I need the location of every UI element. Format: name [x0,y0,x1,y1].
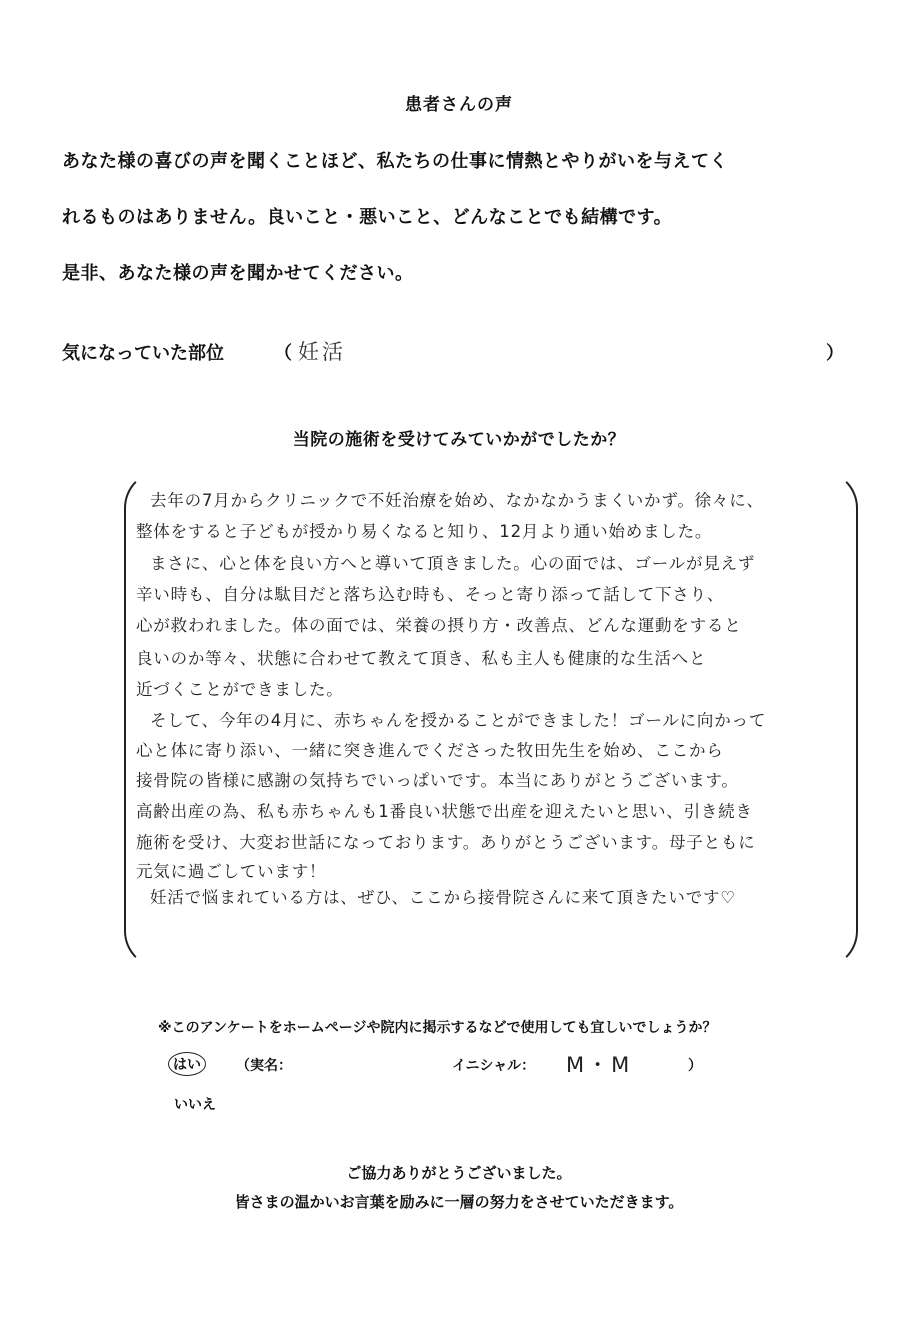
yes-option-circled[interactable]: はい [168,1052,206,1076]
answer-line: 良いのか等々、状態に合わせて教えて頂き、私も主人も健康的な生活へと [136,649,707,668]
intro-line-1: あなた様の喜びの声を聞くことほど、私たちの仕事に情熱とやりがいを与えてく [62,151,728,172]
question-heading: 当院の施術を受けてみていかがでしたか？ [292,430,626,450]
answer-line: 高齢出産の為、私も赤ちゃんも1番良い状態で出産を迎えたいと思い、引き続き [136,802,753,821]
answer-line: そして、今年の4月に、赤ちゃんを授かることができました！ゴールに向かって [150,711,767,730]
intro-line-3: 是非、あなた様の声を聞かせてください。 [62,263,414,284]
no-option[interactable]: いいえ [174,1097,216,1113]
realname-label: （実名： [236,1058,292,1074]
concern-label: 気になっていた部位 [62,343,224,364]
answer-line: 施術を受け、大変お世話になっております。ありがとうございます。母子ともに [136,833,756,852]
answer-line: 整体をすると子どもが授かり易くなると知り、12月より通い始めました。 [136,522,713,541]
answer-line: 心と体に寄り添い、一緒に突き進んでくださった牧田先生を始め、ここから [136,741,724,760]
page-title: 患者さんの声 [405,95,513,115]
answer-line: 近づくことができました。 [136,680,344,699]
answer-line: 接骨院の皆様に感謝の気持ちでいっぱいです。本当にありがとうございます。 [136,771,739,790]
answer-line: 去年の7月からクリニックで不妊治療を始め、なかなかうまくいかず。徐々に、 [150,491,764,510]
closing-line-2: 皆さまの温かいお言葉を励みに一層の努力をさせていただきます。 [234,1193,684,1211]
answer-line: 辛い時も、自分は駄目だと落ち込む時も、そっと寄り添って話して下さり、 [136,585,725,604]
intro-line-2: れるものはありません。良いこと・悪いこと、どんなことでも結構です。 [62,207,673,228]
closing-line-1: ご協力ありがとうございました。 [346,1164,572,1182]
concern-value: 妊活 [298,340,346,364]
concern-open-paren: （ [274,343,292,364]
answer-line: 元気に過ごしています！ [136,862,327,881]
initial-value: M・M [566,1053,633,1077]
answer-line: 妊活で悩まれている方は、ぜひ、ここから接骨院さんに来て頂きたいです♡ [150,888,736,907]
answer-line: 心が救われました。体の面では、栄養の摂り方・改善点、どんな運動をすると [136,616,742,635]
answer-line: まさに、心と体を良い方へと導いて頂きました。心の面では、ゴールが見えず [150,554,756,573]
initial-label: イニシャル： [452,1058,536,1074]
survey-close-paren: ） [688,1058,702,1074]
concern-close-paren: ） [826,343,844,364]
survey-question: ※このアンケートをホームページや院内に掲示するなどで使用しても宜しいでしょうか？ [158,1020,717,1036]
